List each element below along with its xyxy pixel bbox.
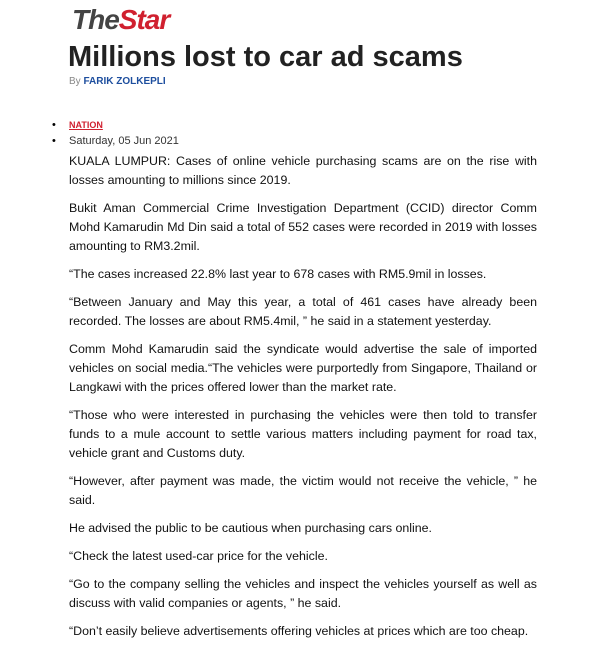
meta-item-section [52, 117, 179, 133]
article-paragraph: “The cases increased 22.8% last year to 678 cases with RM5.9mil in losses. [69, 267, 487, 281]
author-link[interactable]: FARIK ZOLKEPLI [83, 76, 166, 87]
thestar-logo[interactable] [72, 4, 169, 36]
logo-the-text: The [72, 4, 119, 35]
article-paragraph: “However, after payment was made, the victim would not receive the vehicle, ” he said. [69, 474, 537, 507]
article-meta-list [52, 117, 179, 149]
publish-date: Saturday, 05 Jun 2021 [69, 135, 179, 147]
article-paragraph: “Check the latest used-car price for the vehicle. [69, 549, 328, 563]
byline-prefix: By [69, 76, 84, 87]
byline [69, 75, 166, 89]
article-paragraph: “Those who were interested in purchasing the vehicles were then told to transfer funds to a mule account to settle various matters including payment for road tax, vehicle grant and Customs duty. [69, 408, 537, 460]
article-paragraph: “Go to the company selling the vehicles and inspect the vehicles yourself as well as discuss with valid companies or agents, ” he said. [69, 577, 537, 610]
article-paragraph: “Between January and May this year, a total of 461 cases have already been recorded. The losses are about RM5.4mil, ” he said in a statement yesterday. [69, 295, 537, 328]
section-link[interactable]: NATION [69, 120, 103, 130]
article-body [69, 152, 537, 650]
logo-star-text: Star [118, 4, 170, 35]
article-paragraph: KUALA LUMPUR: Cases of online vehicle purchasing scams are on the rise with losses amounting to millions since 2019. [69, 154, 537, 187]
article-paragraph: Bukit Aman Commercial Crime Investigation Department (CCID) director Comm Mohd Kamarudin Md Din said a total of 552 cases were recorded in 2019 with losses amounting to RM3.2mil. [69, 201, 537, 253]
article-paragraph: Comm Mohd Kamarudin said the syndicate would advertise the sale of imported vehicles on social media.“The vehicles were purportedly from Singapore, Thailand or Langkawi with the prices offered lower than the market rate. [69, 342, 537, 394]
article-paragraph: “Don’t easily believe advertisements offering vehicles at prices which are too cheap. [69, 624, 529, 638]
meta-item-date [52, 133, 179, 149]
article-headline: Millions lost to car ad scams [68, 41, 463, 73]
article-paragraph: He advised the public to be cautious when purchasing cars online. [69, 521, 432, 535]
